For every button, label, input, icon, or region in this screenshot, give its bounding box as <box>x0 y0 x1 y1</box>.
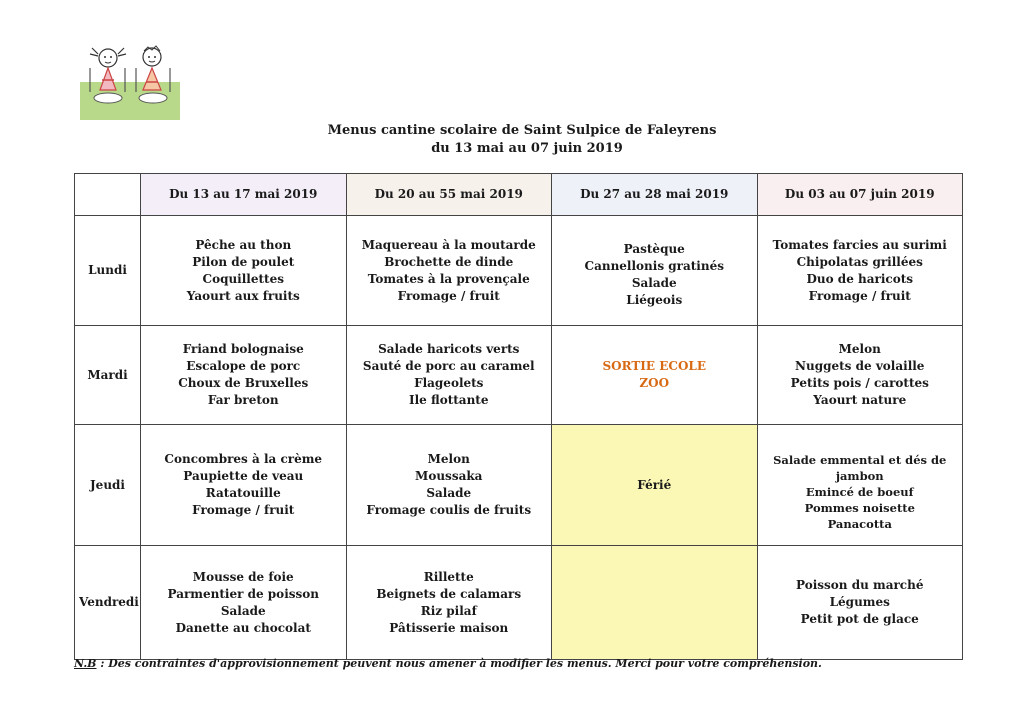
menu-item: Ile flottante <box>409 393 489 407</box>
menu-item: Salade haricots verts <box>378 342 520 356</box>
menu-cell <box>346 216 552 326</box>
menu-item: Salade <box>631 275 677 290</box>
menu-item: Paupiette de veau <box>183 469 304 483</box>
outing-label: SORTIE ECOLE <box>602 359 706 373</box>
menu-item: Nuggets de volaille <box>795 359 925 373</box>
menu-item: Fromage coulis de fruits <box>366 503 532 517</box>
outing-destination: ZOO <box>639 376 670 390</box>
menu-cell <box>757 546 963 660</box>
menu-item: Beignets de calamars <box>376 586 522 601</box>
menu-item: Fromage / fruit <box>808 288 911 303</box>
menu-item: Choux de Bruxelles <box>178 376 309 390</box>
menu-item: Légumes <box>829 595 890 609</box>
menu-cell <box>141 326 347 425</box>
holiday-label: Férié <box>637 477 672 492</box>
menu-item: Parmentier de poisson <box>167 586 319 601</box>
menu-cell <box>757 216 963 326</box>
menu-item: Pilon de poulet <box>192 254 295 269</box>
menu-item: Panacotta <box>827 517 892 531</box>
menu-item: Fromage / fruit <box>397 288 500 303</box>
menu-item: Duo de haricots <box>806 271 913 286</box>
menu-item: Friand bolognaise <box>182 342 304 356</box>
table-row <box>75 216 963 326</box>
menu-item: Pommes noisette <box>804 501 915 515</box>
menu-item: Salade <box>426 486 472 500</box>
page-title <box>0 122 1024 158</box>
menu-item: Riz pilaf <box>420 603 477 618</box>
menu-item: Cannellonis gratinés <box>584 258 724 273</box>
menu-item: Chipolatas grillées <box>796 254 923 269</box>
menu-cell <box>346 326 552 425</box>
menu-item: Rillette <box>423 569 474 584</box>
menu-cell <box>552 216 758 326</box>
table-row <box>75 326 963 425</box>
menu-cell <box>141 216 347 326</box>
school-outing-cell <box>552 326 758 425</box>
menu-item: Moussaka <box>415 469 483 483</box>
menu-item: Melon <box>838 342 881 356</box>
table-row <box>75 425 963 546</box>
menu-item: Mousse de foie <box>192 569 294 584</box>
menu-item: Poisson du marché <box>796 578 924 592</box>
menu-item: Ratatouille <box>205 486 281 500</box>
menu-item: Flageolets <box>414 376 484 390</box>
menu-item: Salade <box>220 603 266 618</box>
menu-item: Salade emmental et dés de <box>773 453 947 467</box>
menu-table <box>74 173 963 660</box>
menu-cell <box>346 425 552 546</box>
menu-item: Coquillettes <box>202 271 284 286</box>
menu-item: Sauté de porc au caramel <box>362 359 535 373</box>
note-label: N.B <box>74 657 97 670</box>
menu-item: Yaourt nature <box>813 393 907 407</box>
menu-item: Tomates à la provençale <box>367 271 530 286</box>
menu-item: Melon <box>427 452 470 466</box>
title-line-1: Menus cantine scolaire de Saint Sulpice de Faleyrens <box>327 123 717 138</box>
menu-item: Yaourt aux fruits <box>186 288 300 303</box>
children-eating-icon <box>80 38 180 120</box>
menu-item: Emincé de boeuf <box>805 485 914 499</box>
title-line-2: du 13 mai au 07 juin 2019 <box>431 141 623 156</box>
column-header-week-4: Du 03 au 07 juin 2019 <box>757 174 963 216</box>
day-label-mardi: Mardi <box>75 326 141 425</box>
header-row <box>75 174 963 216</box>
menu-cell <box>141 546 347 660</box>
menu-item: Petit pot de glace <box>800 612 919 626</box>
menu-item: Brochette de dinde <box>384 254 514 269</box>
menu-item: Fromage / fruit <box>192 503 295 517</box>
day-label-jeudi: Jeudi <box>75 425 141 546</box>
menu-item: Concombres à la crème <box>164 452 323 466</box>
column-header-week-1: Du 13 au 17 mai 2019 <box>141 174 347 216</box>
corner-cell <box>75 174 141 216</box>
menu-item: Pêche au thon <box>195 237 292 252</box>
menu-item: Far breton <box>207 393 279 407</box>
menu-item: Pâtisserie maison <box>389 620 509 635</box>
menu-item: jambon <box>835 469 884 483</box>
menu-item: Petits pois / carottes <box>790 376 929 390</box>
menu-item: Liégeois <box>626 292 683 307</box>
menu-cell <box>757 425 963 546</box>
footer-note <box>74 657 822 670</box>
menu-item: Maquereau à la moutarde <box>361 237 536 252</box>
table-row <box>75 546 963 660</box>
menu-cell <box>346 546 552 660</box>
menu-item: Tomates farcies au surimi <box>772 237 947 252</box>
holiday-cell <box>552 546 758 660</box>
column-header-week-2: Du 20 au 55 mai 2019 <box>346 174 552 216</box>
menu-cell <box>757 326 963 425</box>
menu-item: Escalope de porc <box>186 359 301 373</box>
menu-cell <box>141 425 347 546</box>
day-label-lundi: Lundi <box>75 216 141 326</box>
menu-item: Danette au chocolat <box>175 620 311 635</box>
menu-item: Pastèque <box>623 241 685 256</box>
day-label-vendredi: Vendredi <box>75 546 141 660</box>
holiday-cell <box>552 425 758 546</box>
column-header-week-3: Du 27 au 28 mai 2019 <box>552 174 758 216</box>
note-text: : Des contraintes d'approvisionnement peuvent nous amener à modifier les menus. Merci pour votre compréhension. <box>96 657 822 670</box>
